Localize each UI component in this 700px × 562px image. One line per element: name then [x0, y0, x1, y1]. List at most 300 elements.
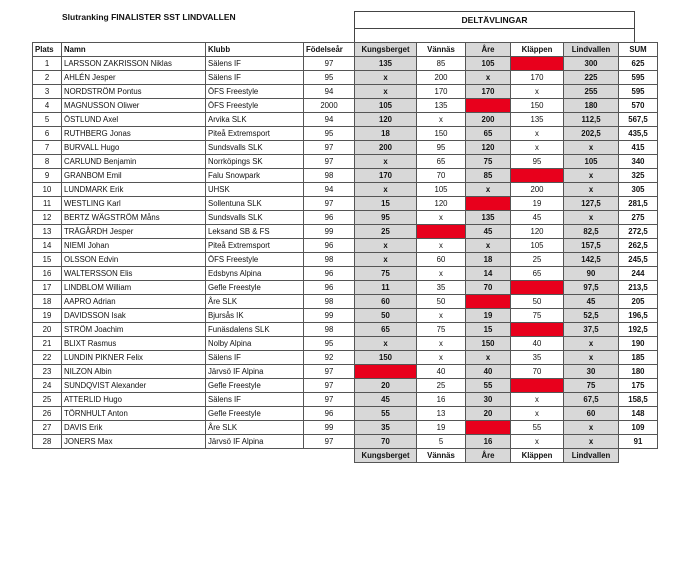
are-cell: 14 — [466, 267, 511, 281]
lindvallen-cell: x — [564, 435, 619, 449]
klappen-cell: x — [511, 141, 564, 155]
table-row — [33, 295, 658, 309]
vannas-cell: 75 — [417, 323, 466, 337]
club-cell: Bjursås IK — [206, 309, 304, 323]
are-cell: 200 — [466, 113, 511, 127]
vannas-cell: x — [417, 351, 466, 365]
document-title: Slutranking FINALISTER SST LINDVALLEN — [62, 12, 236, 22]
name-cell: BURVALL Hugo — [62, 141, 206, 155]
vannas-cell: 25 — [417, 379, 466, 393]
name-cell: NIEMI Johan — [62, 239, 206, 253]
vannas-cell: 16 — [417, 393, 466, 407]
plats-cell: 18 — [33, 295, 62, 309]
club-cell: UHSK — [206, 183, 304, 197]
vannas-cell: 60 — [417, 253, 466, 267]
kungsberget-cell: x — [355, 155, 417, 169]
birth-year-cell: 97 — [304, 141, 355, 155]
table-row — [33, 267, 658, 281]
plats-cell: 8 — [33, 155, 62, 169]
name-cell: ATTERLID Hugo — [62, 393, 206, 407]
plats-cell: 23 — [33, 365, 62, 379]
sum-cell: 148 — [619, 407, 658, 421]
vannas-cell: 200 — [417, 71, 466, 85]
plats-cell: 9 — [33, 169, 62, 183]
sum-cell: 185 — [619, 351, 658, 365]
sum-cell: 190 — [619, 337, 658, 351]
birth-year-cell: 94 — [304, 113, 355, 127]
name-cell: SUNDQVIST Alexander — [62, 379, 206, 393]
kungsberget-cell: 95 — [355, 211, 417, 225]
lindvallen-cell: x — [564, 183, 619, 197]
club-cell: Piteå Extremsport — [206, 239, 304, 253]
are-cell: 19 — [466, 309, 511, 323]
klappen-cell: x — [511, 85, 564, 99]
header-lindvallen: Lindvallen — [564, 43, 619, 57]
klappen-cell: 170 — [511, 71, 564, 85]
vannas-cell: 35 — [417, 281, 466, 295]
table-row — [33, 211, 658, 225]
plats-cell: 13 — [33, 225, 62, 239]
table-row — [33, 71, 658, 85]
club-cell: ÖFS Freestyle — [206, 85, 304, 99]
sum-cell: 595 — [619, 71, 658, 85]
are-cell: 18 — [466, 253, 511, 267]
klappen-cell: 70 — [511, 365, 564, 379]
lindvallen-cell: x — [564, 211, 619, 225]
table-row — [33, 337, 658, 351]
lindvallen-cell: 45 — [564, 295, 619, 309]
vannas-cell: 65 — [417, 155, 466, 169]
club-cell: Åre SLK — [206, 295, 304, 309]
lindvallen-cell: 225 — [564, 71, 619, 85]
footer-are: Åre — [466, 449, 511, 463]
plats-cell: 3 — [33, 85, 62, 99]
are-cell: 150 — [466, 337, 511, 351]
plats-cell: 16 — [33, 267, 62, 281]
name-cell: OLSSON Edvin — [62, 253, 206, 267]
lindvallen-cell: 105 — [564, 155, 619, 169]
sum-cell: 180 — [619, 365, 658, 379]
vannas-cell: x — [417, 239, 466, 253]
table-row — [33, 183, 658, 197]
footer-klappen: Kläppen — [511, 449, 564, 463]
club-cell: ÖFS Freestyle — [206, 99, 304, 113]
table-row — [33, 407, 658, 421]
name-cell: TÖRNHULT Anton — [62, 407, 206, 421]
birth-year-cell: 99 — [304, 225, 355, 239]
plats-cell: 11 — [33, 197, 62, 211]
name-cell: BERTZ WÄGSTRÖM Måns — [62, 211, 206, 225]
club-cell: Gefle Freestyle — [206, 281, 304, 295]
club-cell: Järvsö IF Alpina — [206, 365, 304, 379]
lindvallen-cell: 82,5 — [564, 225, 619, 239]
klappen-cell: x — [511, 127, 564, 141]
vannas-cell: x — [417, 309, 466, 323]
are-cell: 45 — [466, 225, 511, 239]
are-cell: x — [466, 183, 511, 197]
header-kungsberget: Kungsberget — [355, 43, 417, 57]
vannas-cell: 85 — [417, 57, 466, 71]
kungsberget-cell: 50 — [355, 309, 417, 323]
birth-year-cell: 98 — [304, 169, 355, 183]
sum-cell: 109 — [619, 421, 658, 435]
kungsberget-cell: 60 — [355, 295, 417, 309]
club-cell: Piteå Extremsport — [206, 127, 304, 141]
sum-cell: 325 — [619, 169, 658, 183]
name-cell: MAGNUSSON Oliwer — [62, 99, 206, 113]
name-cell: NORDSTRÖM Pontus — [62, 85, 206, 99]
sum-cell: 245,5 — [619, 253, 658, 267]
name-cell: WESTLING Karl — [62, 197, 206, 211]
header-klappen: Kläppen — [511, 43, 564, 57]
table-row — [33, 323, 658, 337]
vannas-cell: x — [417, 211, 466, 225]
club-cell: Edsbyns Alpina — [206, 267, 304, 281]
header-klubb: Klubb — [206, 43, 304, 57]
kungsberget-cell: 18 — [355, 127, 417, 141]
birth-year-cell: 96 — [304, 267, 355, 281]
kungsberget-cell: x — [355, 239, 417, 253]
name-cell: AAPRO Adrian — [62, 295, 206, 309]
klappen-cell: 150 — [511, 99, 564, 113]
section-header-spacer — [354, 28, 635, 42]
klappen-cell: 50 — [511, 295, 564, 309]
sum-cell: 196,5 — [619, 309, 658, 323]
vannas-cell: x — [417, 267, 466, 281]
plats-cell: 22 — [33, 351, 62, 365]
sum-cell: 567,5 — [619, 113, 658, 127]
table-row — [33, 309, 658, 323]
vannas-cell: 170 — [417, 85, 466, 99]
lindvallen-cell: 127,5 — [564, 197, 619, 211]
lindvallen-cell: 97,5 — [564, 281, 619, 295]
club-cell: Gefle Freestyle — [206, 379, 304, 393]
name-cell: RUTHBERG Jonas — [62, 127, 206, 141]
birth-year-cell: 97 — [304, 379, 355, 393]
sum-cell: 175 — [619, 379, 658, 393]
plats-cell: 6 — [33, 127, 62, 141]
birth-year-cell: 94 — [304, 183, 355, 197]
header-fodelsear: Födelseår — [304, 43, 355, 57]
kungsberget-cell: 150 — [355, 351, 417, 365]
plats-cell: 2 — [33, 71, 62, 85]
kungsberget-cell: 11 — [355, 281, 417, 295]
sum-cell: 275 — [619, 211, 658, 225]
birth-year-cell: 94 — [304, 85, 355, 99]
vannas-cell: 19 — [417, 421, 466, 435]
plats-cell: 24 — [33, 379, 62, 393]
plats-cell: 14 — [33, 239, 62, 253]
lindvallen-cell: x — [564, 337, 619, 351]
lindvallen-cell: 300 — [564, 57, 619, 71]
sum-cell: 192,5 — [619, 323, 658, 337]
plats-cell: 25 — [33, 393, 62, 407]
table-row — [33, 113, 658, 127]
name-cell: TRÄGÅRDH Jesper — [62, 225, 206, 239]
club-cell: Nolby Alpina — [206, 337, 304, 351]
table-row — [33, 421, 658, 435]
kungsberget-cell: 20 — [355, 379, 417, 393]
plats-cell: 19 — [33, 309, 62, 323]
sum-cell: 570 — [619, 99, 658, 113]
table-row — [33, 365, 658, 379]
name-cell: AHLÉN Jesper — [62, 71, 206, 85]
club-cell: Sundsvalls SLK — [206, 211, 304, 225]
table-row — [33, 99, 658, 113]
klappen-cell: x — [511, 393, 564, 407]
club-cell: Sollentuna SLK — [206, 197, 304, 211]
club-cell: Åre SLK — [206, 421, 304, 435]
sum-cell: 91 — [619, 435, 658, 449]
plats-cell: 26 — [33, 407, 62, 421]
klappen-cell: x — [511, 407, 564, 421]
name-cell: DAVIS Erik — [62, 421, 206, 435]
table-row — [33, 169, 658, 183]
klappen-cell: 45 — [511, 211, 564, 225]
table-row — [33, 253, 658, 267]
birth-year-cell: 97 — [304, 155, 355, 169]
klappen-cell: 105 — [511, 239, 564, 253]
table-row — [33, 57, 658, 71]
are-cell: 12 — [466, 197, 511, 211]
birth-year-cell: 95 — [304, 71, 355, 85]
kungsberget-cell: 55 — [355, 407, 417, 421]
vannas-cell: 150 — [417, 127, 466, 141]
table-row — [33, 155, 658, 169]
birth-year-cell: 96 — [304, 211, 355, 225]
header-sum: SUM — [619, 43, 658, 57]
sum-cell: 340 — [619, 155, 658, 169]
sum-cell: 595 — [619, 85, 658, 99]
vannas-cell: 120 — [417, 197, 466, 211]
name-cell: DAVIDSSON Isak — [62, 309, 206, 323]
lindvallen-cell: 75 — [564, 379, 619, 393]
klappen-cell: 25 — [511, 253, 564, 267]
klappen-cell: 55 — [511, 421, 564, 435]
lindvallen-cell: 52,5 — [564, 309, 619, 323]
are-cell: 20 — [466, 407, 511, 421]
birth-year-cell: 97 — [304, 57, 355, 71]
birth-year-cell: 97 — [304, 365, 355, 379]
sum-cell: 281,5 — [619, 197, 658, 211]
section-header: DELTÄVLINGAR — [354, 11, 635, 28]
vannas-cell: 135 — [417, 99, 466, 113]
lindvallen-cell: 180 — [564, 99, 619, 113]
lindvallen-cell: 202,5 — [564, 127, 619, 141]
table-row — [33, 351, 658, 365]
klappen-cell: 35 — [511, 351, 564, 365]
are-cell: 70 — [466, 281, 511, 295]
plats-cell: 5 — [33, 113, 62, 127]
plats-cell: 4 — [33, 99, 62, 113]
kungsberget-cell: 170 — [355, 169, 417, 183]
birth-year-cell: 97 — [304, 197, 355, 211]
klappen-cell: 85 — [511, 57, 564, 71]
kungsberget-cell: 135 — [355, 57, 417, 71]
club-cell: Falu Snowpark — [206, 169, 304, 183]
club-cell: Arvika SLK — [206, 113, 304, 127]
club-cell: Sundsvalls SLK — [206, 141, 304, 155]
lindvallen-cell: 142,5 — [564, 253, 619, 267]
header-plats: Plats — [33, 43, 62, 57]
sum-cell: 205 — [619, 295, 658, 309]
table-row — [33, 85, 658, 99]
club-cell: ÖFS Freestyle — [206, 253, 304, 267]
table-row — [33, 435, 658, 449]
club-cell: Gefle Freestyle — [206, 407, 304, 421]
klappen-cell: 75 — [511, 309, 564, 323]
club-cell: Järvsö IF Alpina — [206, 435, 304, 449]
kungsberget-cell: 200 — [355, 141, 417, 155]
are-cell: 15 — [466, 323, 511, 337]
klappen-cell: 6 — [511, 281, 564, 295]
footer-lindvallen: Lindvallen — [564, 449, 619, 463]
kungsberget-cell: 15 — [355, 197, 417, 211]
are-cell: 170 — [466, 85, 511, 99]
are-cell: 120 — [466, 141, 511, 155]
sum-cell: 625 — [619, 57, 658, 71]
plats-cell: 27 — [33, 421, 62, 435]
name-cell: WALTERSSON Elis — [62, 267, 206, 281]
lindvallen-cell: x — [564, 351, 619, 365]
name-cell: LUNDMARK Erik — [62, 183, 206, 197]
vannas-cell: 18 — [417, 225, 466, 239]
sum-cell: 158,5 — [619, 393, 658, 407]
are-cell: x — [466, 239, 511, 253]
birth-year-cell: 97 — [304, 393, 355, 407]
plats-cell: 1 — [33, 57, 62, 71]
vannas-cell: x — [417, 337, 466, 351]
are-cell: 85 — [466, 169, 511, 183]
footer-row — [33, 449, 658, 463]
are-cell: 65 — [466, 127, 511, 141]
name-cell: JONERS Max — [62, 435, 206, 449]
name-cell: LARSSON ZAKRISSON Niklas — [62, 57, 206, 71]
birth-year-cell: 92 — [304, 351, 355, 365]
table-row — [33, 197, 658, 211]
vannas-cell: x — [417, 113, 466, 127]
name-cell: STRÖM Joachim — [62, 323, 206, 337]
birth-year-cell: 99 — [304, 309, 355, 323]
vannas-cell: 13 — [417, 407, 466, 421]
plats-cell: 28 — [33, 435, 62, 449]
are-cell: 30 — [466, 393, 511, 407]
name-cell: NILZON Albin — [62, 365, 206, 379]
results-table — [32, 42, 658, 463]
klappen-cell: 60 — [511, 169, 564, 183]
header-namn: Namn — [62, 43, 206, 57]
kungsberget-cell: x — [355, 337, 417, 351]
plats-cell: 20 — [33, 323, 62, 337]
birth-year-cell: 96 — [304, 407, 355, 421]
name-cell: CARLUND Benjamin — [62, 155, 206, 169]
are-cell: 35 — [466, 295, 511, 309]
plats-cell: 10 — [33, 183, 62, 197]
birth-year-cell: 98 — [304, 323, 355, 337]
birth-year-cell: 98 — [304, 253, 355, 267]
plats-cell: 21 — [33, 337, 62, 351]
plats-cell: 15 — [33, 253, 62, 267]
vannas-cell: 50 — [417, 295, 466, 309]
vannas-cell: 5 — [417, 435, 466, 449]
name-cell: LUNDIN PIKNER Felix — [62, 351, 206, 365]
sum-cell: 415 — [619, 141, 658, 155]
lindvallen-cell: x — [564, 141, 619, 155]
sum-cell: 244 — [619, 267, 658, 281]
kungsberget-cell: 75 — [355, 267, 417, 281]
lindvallen-cell: 37,5 — [564, 323, 619, 337]
kungsberget-cell: 105 — [355, 99, 417, 113]
kungsberget-cell: x — [355, 183, 417, 197]
klappen-cell: 95 — [511, 155, 564, 169]
club-cell: Sälens IF — [206, 71, 304, 85]
lindvallen-cell: 157,5 — [564, 239, 619, 253]
are-cell: x — [466, 71, 511, 85]
klappen-cell: 13 — [511, 323, 564, 337]
table-row — [33, 239, 658, 253]
kungsberget-cell: x — [355, 71, 417, 85]
kungsberget-cell: 120 — [355, 113, 417, 127]
sum-cell: 272,5 — [619, 225, 658, 239]
vannas-cell: 70 — [417, 169, 466, 183]
birth-year-cell: 97 — [304, 435, 355, 449]
birth-year-cell: 95 — [304, 337, 355, 351]
club-cell: Sälens IF — [206, 393, 304, 407]
klappen-cell: 19 — [511, 197, 564, 211]
birth-year-cell: 96 — [304, 239, 355, 253]
klappen-cell: 40 — [511, 337, 564, 351]
birth-year-cell: 99 — [304, 421, 355, 435]
kungsberget-cell: 25 — [355, 225, 417, 239]
kungsberget-cell: 35 — [355, 421, 417, 435]
club-cell: Leksand SB & FS — [206, 225, 304, 239]
kungsberget-cell: 65 — [355, 323, 417, 337]
lindvallen-cell: 60 — [564, 407, 619, 421]
club-cell: Sälens IF — [206, 57, 304, 71]
klappen-cell: 200 — [511, 183, 564, 197]
name-cell: ÖSTLUND Axel — [62, 113, 206, 127]
header-are: Åre — [466, 43, 511, 57]
plats-cell: 7 — [33, 141, 62, 155]
klappen-cell: 17 — [511, 379, 564, 393]
are-cell: 105 — [466, 57, 511, 71]
birth-year-cell: 98 — [304, 295, 355, 309]
klappen-cell: 135 — [511, 113, 564, 127]
kungsberget-cell: 19 — [355, 365, 417, 379]
table-row — [33, 127, 658, 141]
header-vannas: Vännäs — [417, 43, 466, 57]
are-cell: x — [466, 351, 511, 365]
table-row — [33, 379, 658, 393]
kungsberget-cell: x — [355, 85, 417, 99]
sum-cell: 435,5 — [619, 127, 658, 141]
results-body — [33, 57, 658, 449]
are-cell: 85 — [466, 99, 511, 113]
footer-kungsberget: Kungsberget — [355, 449, 417, 463]
lindvallen-cell: 255 — [564, 85, 619, 99]
lindvallen-cell: 67,5 — [564, 393, 619, 407]
plats-cell: 12 — [33, 211, 62, 225]
footer-vannas: Vännäs — [417, 449, 466, 463]
table-row — [33, 225, 658, 239]
club-cell: Sälens IF — [206, 351, 304, 365]
are-cell: 75 — [466, 155, 511, 169]
vannas-cell: 105 — [417, 183, 466, 197]
name-cell: LINDBLOM William — [62, 281, 206, 295]
birth-year-cell: 95 — [304, 127, 355, 141]
are-cell: 40 — [466, 365, 511, 379]
lindvallen-cell: x — [564, 421, 619, 435]
